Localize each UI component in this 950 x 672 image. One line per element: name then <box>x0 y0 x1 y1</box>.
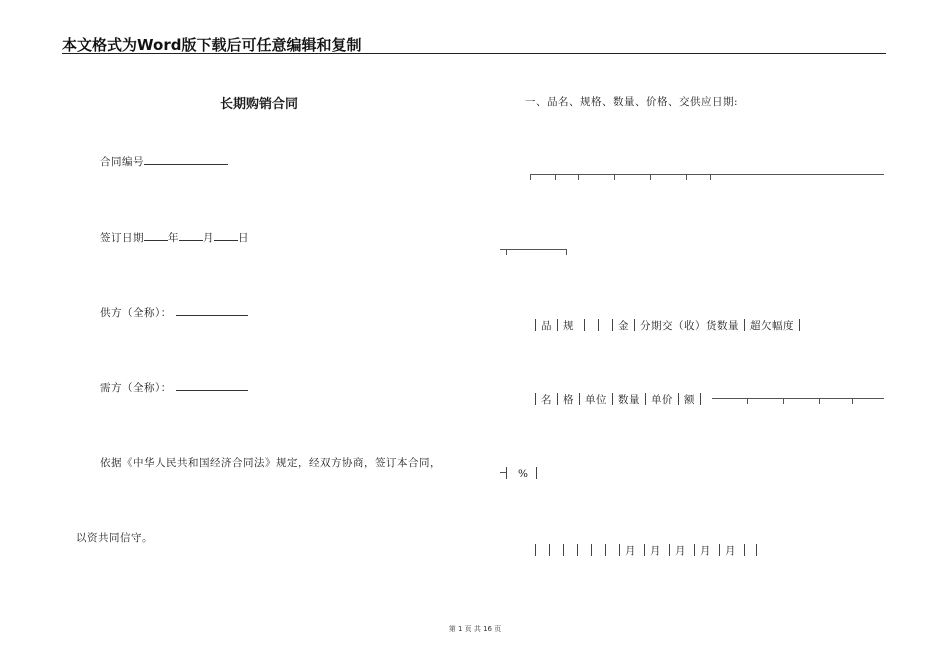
sign-date-label: 签订日期 <box>100 232 144 244</box>
table-fragment-rule <box>500 249 566 250</box>
table-cell: 格 <box>563 394 574 406</box>
table-tick <box>819 398 820 404</box>
table-row-rule <box>712 398 884 399</box>
table-cell: 超欠幅度 <box>750 320 794 332</box>
table-header-row-1 <box>530 318 805 333</box>
percent-cell: % <box>518 468 529 480</box>
month-label: 月 <box>203 232 214 244</box>
table-tick <box>555 174 556 180</box>
table-tick <box>506 249 507 255</box>
table-cell: 额 <box>684 394 695 406</box>
month-cell: 月 <box>725 545 736 557</box>
table-cell: 分期交（收）货数量 <box>640 320 739 332</box>
contract-number-line <box>100 154 228 169</box>
month-cell: 月 <box>625 545 636 557</box>
table-top-rule <box>530 174 884 175</box>
buyer-blank <box>176 380 248 391</box>
year-label: 年 <box>168 232 179 244</box>
table-tick <box>686 174 687 180</box>
table-cell: 数量 <box>618 394 640 406</box>
year-blank <box>144 230 168 241</box>
table-cell: 规 <box>563 320 574 332</box>
percent-row <box>500 467 542 480</box>
supplier-line <box>100 305 248 320</box>
table-tick <box>650 174 651 180</box>
clause-heading: 一、品名、规格、数量、价格、交供应日期: <box>525 96 739 108</box>
basis-text: 依据《中华人民共和国经济合同法》规定，经双方协商，签订本合同， <box>100 457 441 469</box>
month-row <box>530 543 762 558</box>
table-cell: 金 <box>618 320 629 332</box>
contract-number-label: 合同编号 <box>100 156 144 168</box>
table-header-row-2 <box>530 392 706 407</box>
table-tick <box>710 174 711 180</box>
buyer-label: 需方（全称）： <box>100 382 172 394</box>
supplier-label: 供方（全称）： <box>100 307 172 319</box>
month-cell: 月 <box>675 545 686 557</box>
day-blank <box>214 230 238 241</box>
page-number: 第 1 页 共 16 页 <box>448 625 502 633</box>
contract-number-blank <box>144 154 228 165</box>
table-cell: 单价 <box>651 394 673 406</box>
basis-text-continued: 以资共同信守。 <box>76 532 153 544</box>
table-tick <box>578 174 579 180</box>
month-cell: 月 <box>700 545 711 557</box>
table-tick <box>530 174 531 180</box>
table-tick <box>783 398 784 404</box>
buyer-line <box>100 380 248 395</box>
month-cell: 月 <box>650 545 661 557</box>
table-tick <box>614 174 615 180</box>
day-label: 日 <box>238 232 249 244</box>
table-tick <box>566 249 567 255</box>
table-cell: 品 <box>541 320 552 332</box>
document-header-title: 本文格式为Word版下载后可任意编辑和复制 <box>62 36 362 54</box>
supplier-blank <box>176 305 248 316</box>
table-tick <box>852 398 853 404</box>
header-rule <box>62 53 886 54</box>
month-blank <box>179 230 203 241</box>
sign-date-line <box>100 230 249 245</box>
table-tick <box>747 398 748 404</box>
contract-title: 长期购销合同 <box>220 97 299 112</box>
table-cell: 单位 <box>585 394 607 406</box>
table-cell: 名 <box>541 394 552 406</box>
